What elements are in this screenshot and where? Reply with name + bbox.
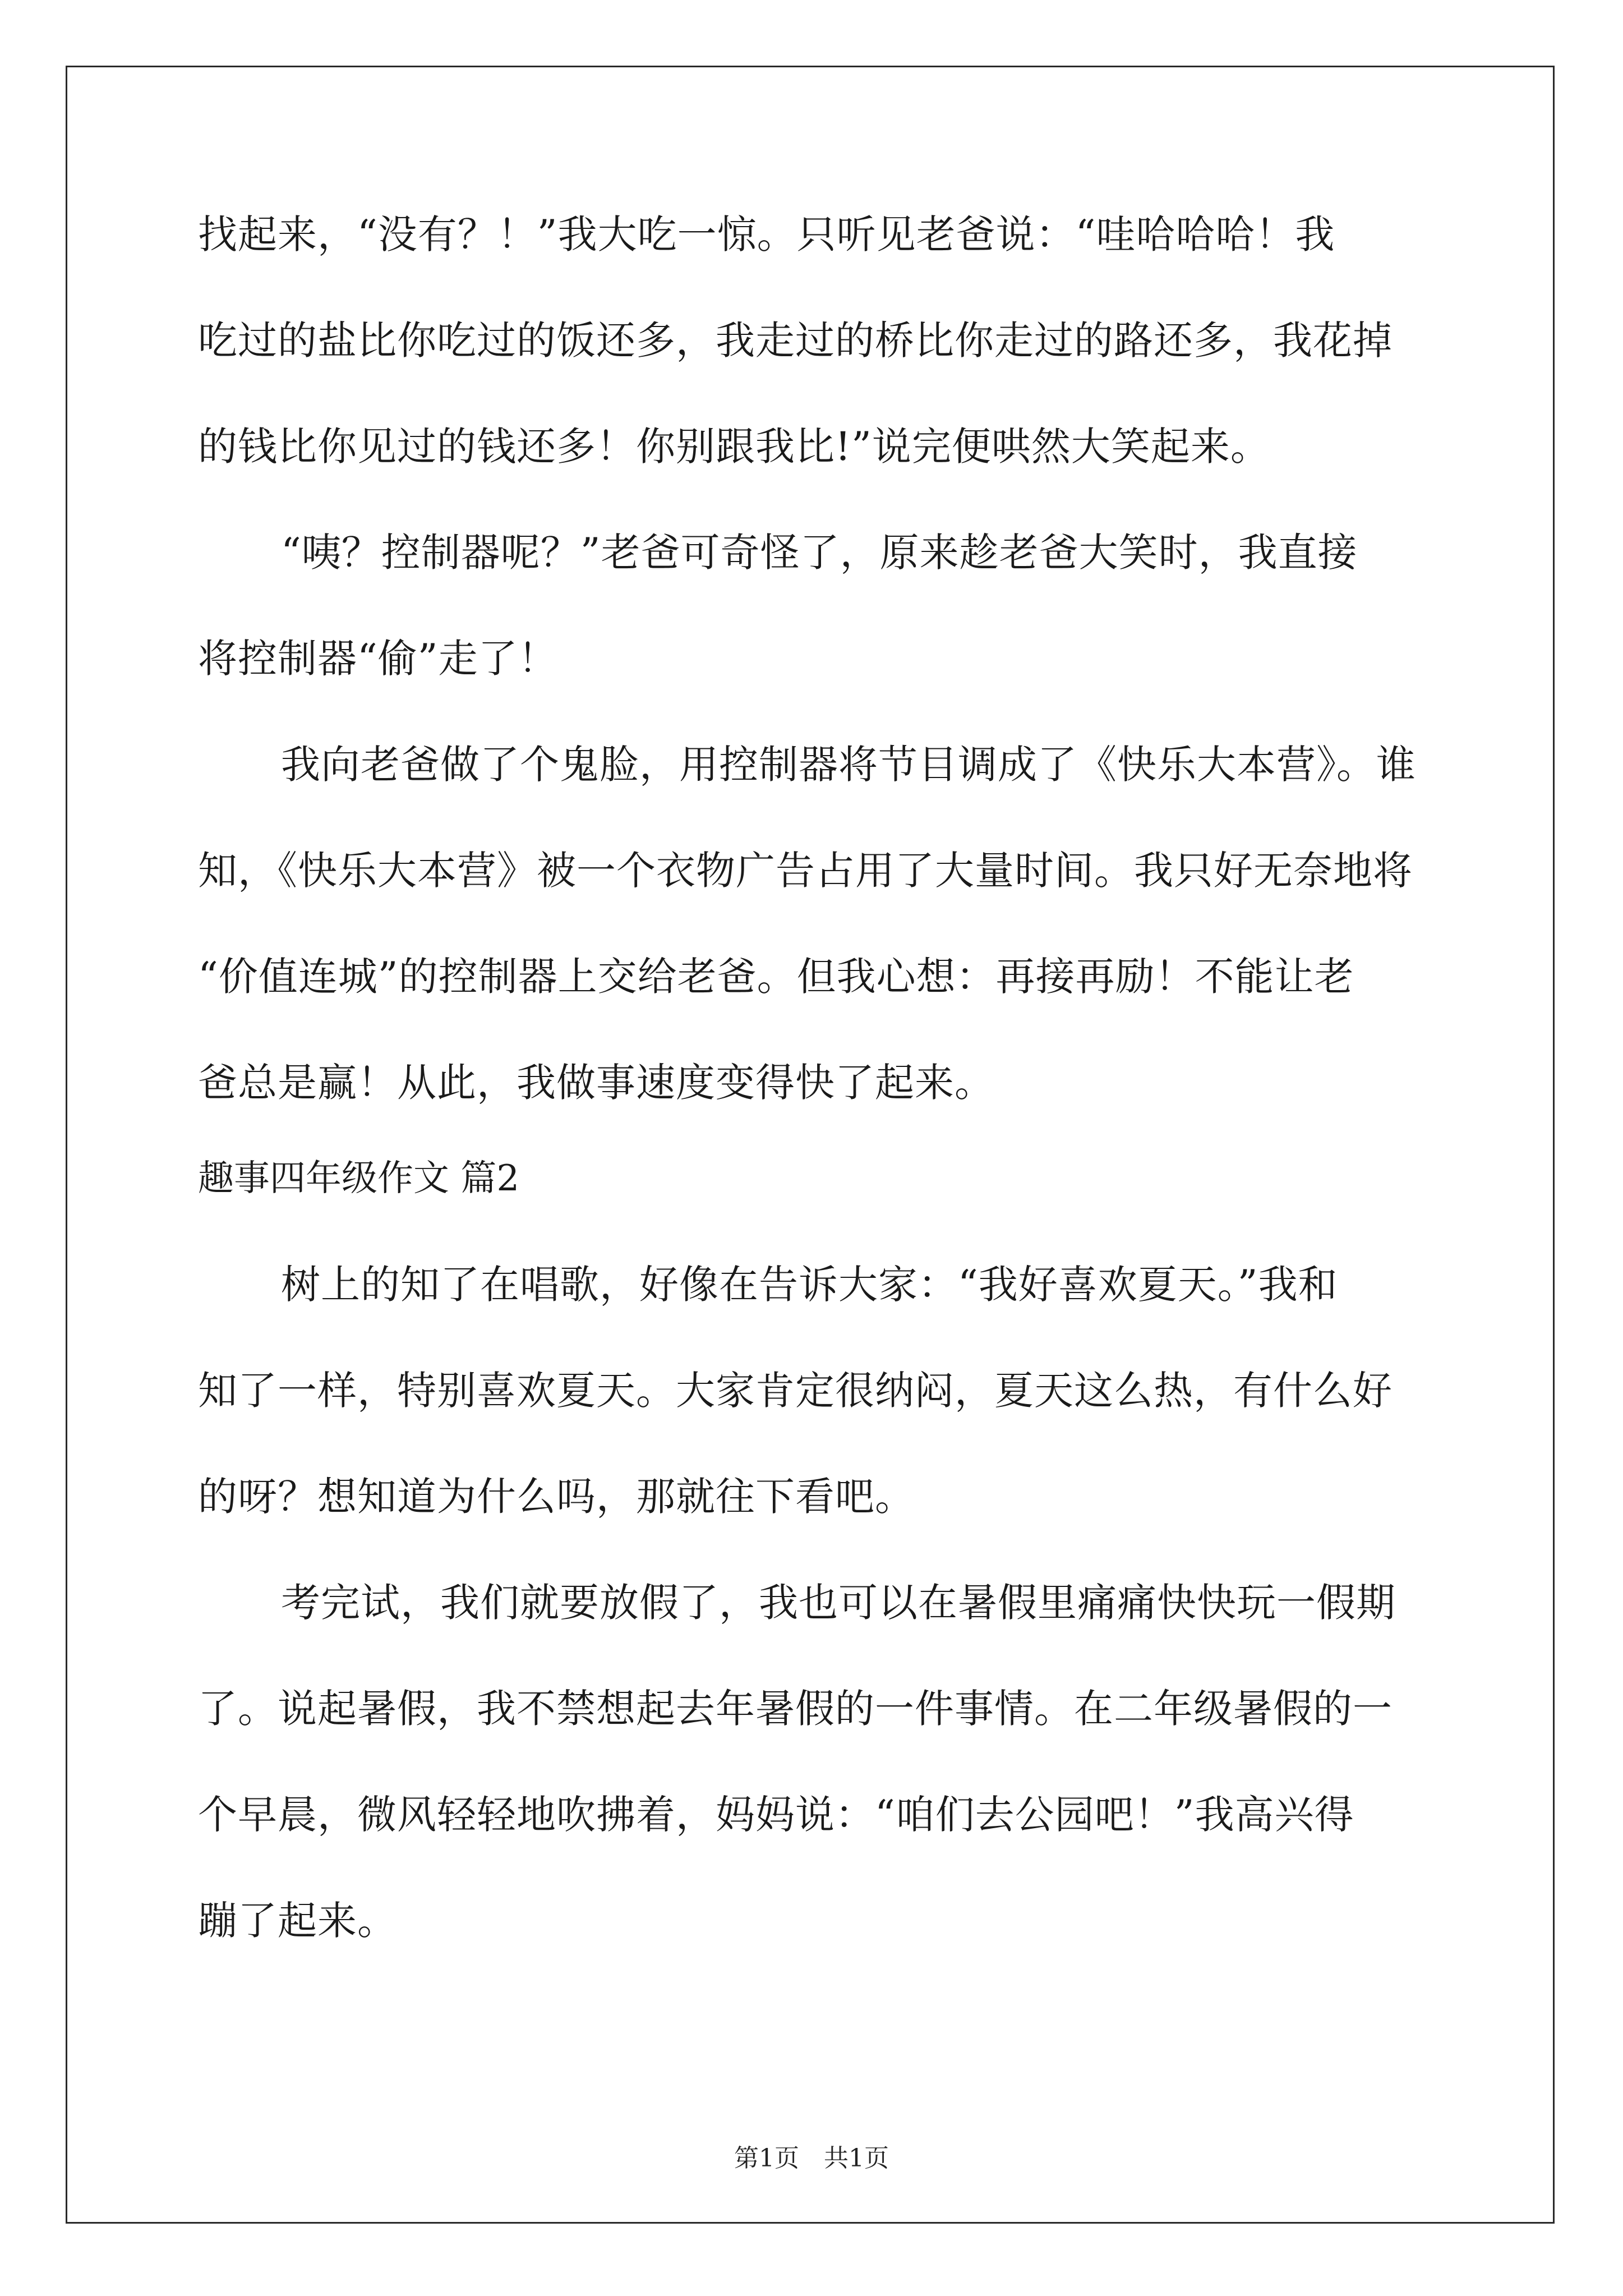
paragraph-line: 个早晨，微风轻轻地吹拂着，妈妈说：“咱们去公园吧！”我高兴得 — [198, 1792, 1354, 1838]
section-heading: 趣事四年级作文 篇2 — [198, 1158, 520, 1199]
document-body — [198, 208, 1432, 1948]
paragraph-line: “咦？控制器呢？”老爸可奇怪了，原来趁老爸大笑时，我直接 — [281, 530, 1358, 576]
paragraph-line: 知，《快乐大本营》被一个衣物广告占用了大量时间。我只好无奈地将 — [198, 848, 1413, 894]
paragraph-line: 树上的知了在唱歌，好像在告诉大家：“我好喜欢夏天。”我和 — [281, 1262, 1338, 1308]
paragraph-line: “价值连城”的控制器上交给老爸。但我心想：再接再励！不能让老 — [198, 954, 1354, 1000]
paragraph-line: 知了一样，特别喜欢夏天。大家肯定很纳闷，夏天这么热，有什么好 — [198, 1368, 1393, 1414]
paragraph-line: 蹦了起来。 — [198, 1898, 397, 1944]
paragraph-line: 吃过的盐比你吃过的饭还多，我走过的桥比你走过的路还多，我花掉 — [198, 318, 1393, 364]
paragraph-line: 找起来，“没有？！”我大吃一惊。只听见老爸说：“哇哈哈哈！我 — [198, 211, 1335, 257]
paragraph-line: 的钱比你见过的钱还多！你别跟我比!”说完便哄然大笑起来。 — [198, 424, 1270, 470]
paragraph-line: 考完试，我们就要放假了，我也可以在暑假里痛痛快快玩一假期 — [281, 1580, 1396, 1626]
paragraph-line: 我向老爸做了个鬼脸，用控制器将节目调成了《快乐大本营》。谁 — [281, 742, 1416, 788]
paragraph-line: 的呀？想知道为什么吗，那就往下看吧。 — [198, 1474, 915, 1520]
paragraph-line: 将控制器“偷”走了！ — [198, 636, 558, 682]
paragraph-line: 了。说起暑假，我不禁想起去年暑假的一件事情。在二年级暑假的一 — [198, 1686, 1393, 1732]
page-footer: 第1页 共1页 — [734, 2144, 889, 2173]
paragraph-line: 爸总是赢！从此，我做事速度变得快了起来。 — [198, 1060, 994, 1106]
